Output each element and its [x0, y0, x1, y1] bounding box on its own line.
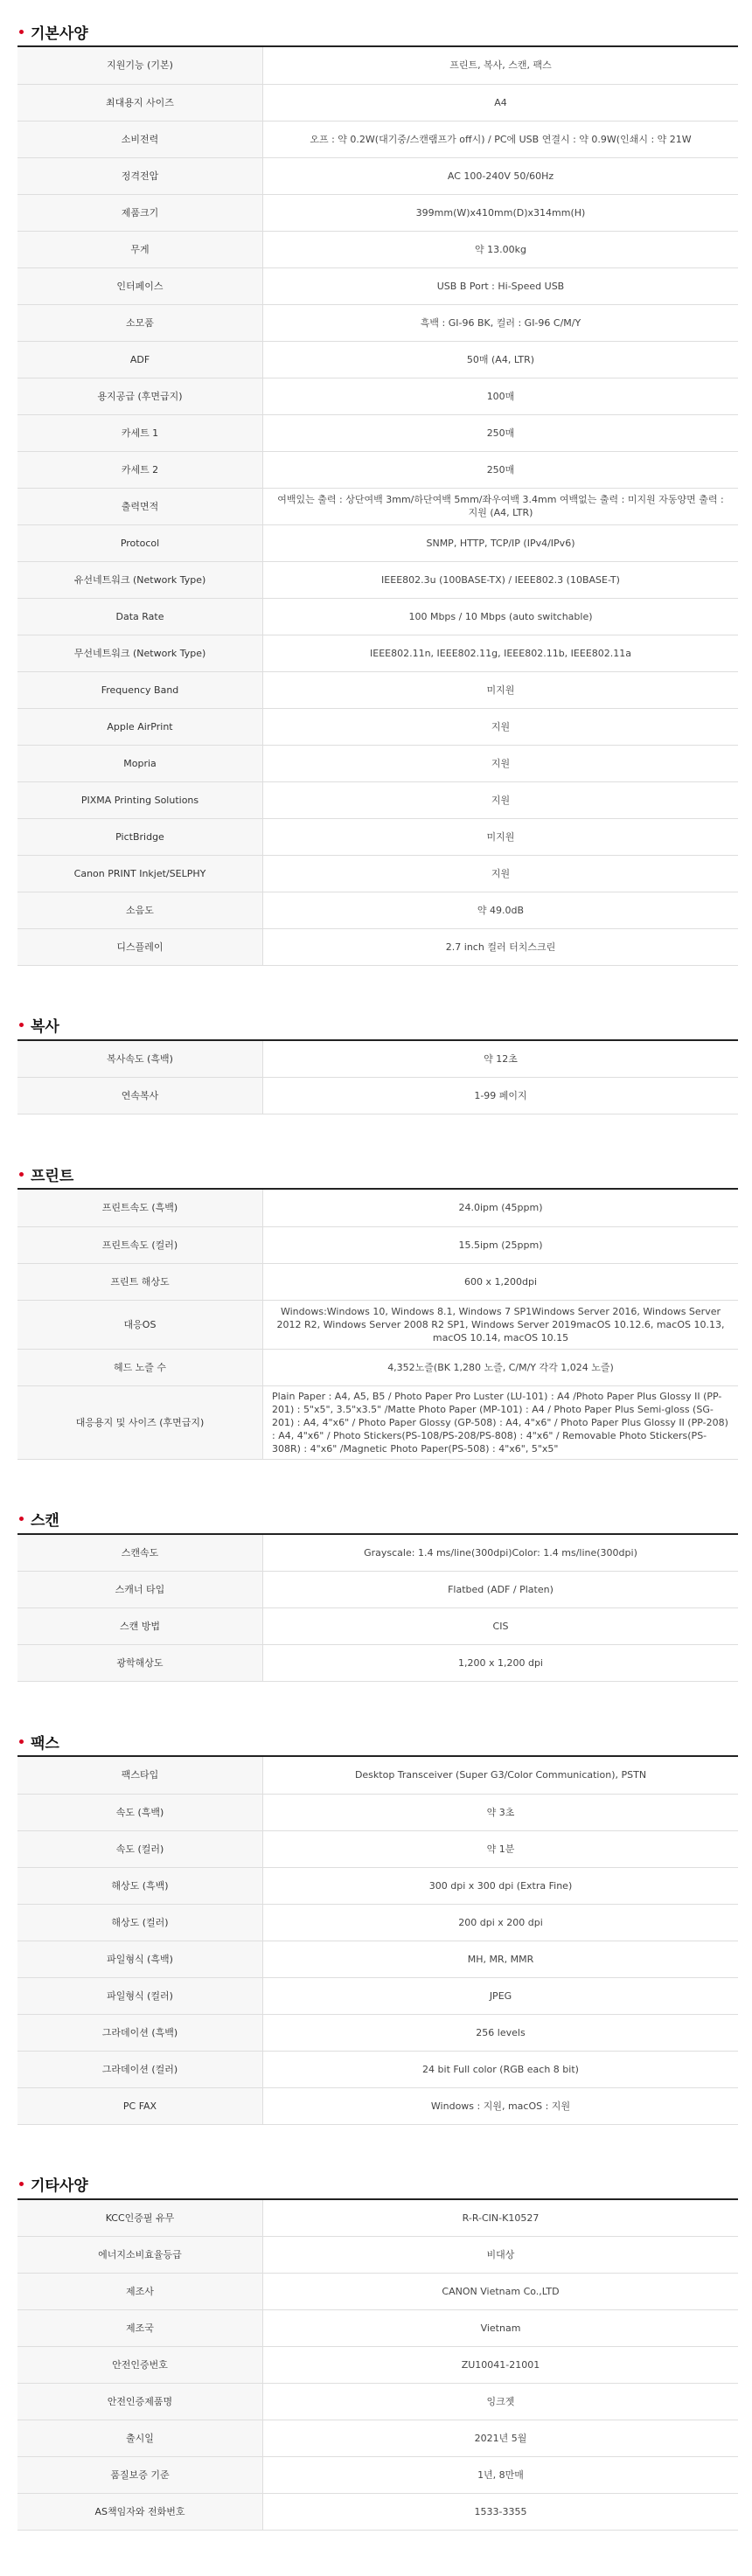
spec-row: [17, 855, 738, 892]
spec-value: 약 13.00kg: [263, 231, 739, 267]
spec-table: [17, 1757, 738, 2125]
section-header: [17, 1160, 738, 1190]
spec-row: [17, 1794, 738, 1830]
spec-label: 그라데이션 (컬러): [17, 2051, 263, 2087]
spec-value: R-R-CIN-K10527: [263, 2200, 739, 2237]
spec-value: 미지원: [263, 671, 739, 708]
spec-label: 소모품: [17, 304, 263, 341]
spec-row: [17, 304, 738, 341]
spec-label: ADF: [17, 341, 263, 378]
spec-label: 그라데이션 (흑백): [17, 2014, 263, 2051]
spec-row: [17, 2274, 738, 2310]
spec-label: 지원기능 (기본): [17, 47, 263, 84]
spec-value: 2.7 inch 컬러 터치스크린: [263, 928, 739, 965]
red-bullet-icon: [19, 2182, 24, 2186]
spec-label: 파일형식 (흑백): [17, 1941, 263, 1977]
spec-row: [17, 635, 738, 671]
spec-label: Apple AirPrint: [17, 708, 263, 745]
spec-table: [17, 1041, 738, 1115]
section-header: [17, 1727, 738, 1757]
spec-label: 유선네트워크 (Network Type): [17, 561, 263, 598]
spec-value: 여백있는 출력 : 상단여백 3mm/하단여백 5mm/좌우여백 3.4mm 여백없는 출력 : 미지원 자동양면 출력 : 지원 (A4, LTR): [263, 488, 739, 524]
spec-row: [17, 2347, 738, 2384]
spec-row: [17, 157, 738, 194]
spec-label: 복사속도 (흑백): [17, 1041, 263, 1078]
section-title: 기본사양: [31, 24, 88, 43]
spec-row: [17, 2494, 738, 2531]
red-bullet-icon: [19, 1172, 24, 1177]
spec-label: 카세트 1: [17, 414, 263, 451]
spec-value: 1533-3355: [263, 2494, 739, 2531]
spec-label: PictBridge: [17, 818, 263, 855]
spec-label: 정격전압: [17, 157, 263, 194]
spec-label: 파일형식 (컬러): [17, 1977, 263, 2014]
spec-row: [17, 1608, 738, 1645]
spec-label: Data Rate: [17, 598, 263, 635]
spec-row: [17, 892, 738, 928]
spec-value: 비대상: [263, 2237, 739, 2274]
spec-value: CANON Vietnam Co.,LTD: [263, 2274, 739, 2310]
spec-label: 최대용지 사이즈: [17, 84, 263, 121]
spec-row: [17, 47, 738, 84]
spec-label: Protocol: [17, 524, 263, 561]
section-header: [17, 1505, 738, 1535]
spec-value: CIS: [263, 1608, 739, 1645]
spec-value: SNMP, HTTP, TCP/IP (IPv4/IPv6): [263, 524, 739, 561]
spec-row: [17, 818, 738, 855]
spec-label: 연속복사: [17, 1078, 263, 1114]
spec-row: [17, 1867, 738, 1904]
spec-value: 24 bit Full color (RGB each 8 bit): [263, 2051, 739, 2087]
spec-value: 약 49.0dB: [263, 892, 739, 928]
spec-row: [17, 2237, 738, 2274]
spec-row: [17, 341, 738, 378]
spec-value: Grayscale: 1.4 ms/line(300dpi)Color: 1.4 ms/line(300dpi): [263, 1535, 739, 1572]
spec-label: 광학해상도: [17, 1645, 263, 1682]
spec-row: [17, 1645, 738, 1682]
spec-section: [17, 1160, 738, 1460]
spec-value: IEEE802.3u (100BASE-TX) / IEEE802.3 (10BASE-T): [263, 561, 739, 598]
spec-label: 무게: [17, 231, 263, 267]
spec-value: 300 dpi x 300 dpi (Extra Fine): [263, 1867, 739, 1904]
spec-row: [17, 1830, 738, 1867]
spec-section: [17, 2170, 738, 2531]
spec-value: 흑백 : GI-96 BK, 컬러 : GI-96 C/M/Y: [263, 304, 739, 341]
spec-value: 약 1분: [263, 1830, 739, 1867]
spec-label: PIXMA Printing Solutions: [17, 781, 263, 818]
spec-label: 해상도 (흑백): [17, 1867, 263, 1904]
spec-value: 지원: [263, 745, 739, 781]
spec-label: 대응용지 및 사이즈 (후면급지): [17, 1385, 263, 1459]
spec-row: [17, 231, 738, 267]
spec-row: [17, 524, 738, 561]
spec-label: KCC인증필 유무: [17, 2200, 263, 2237]
spec-label: 품질보증 기준: [17, 2457, 263, 2494]
section-header: [17, 17, 738, 47]
spec-section: [17, 17, 738, 966]
spec-table: [17, 2200, 738, 2531]
spec-row: [17, 1941, 738, 1977]
section-title: 기타사양: [31, 2177, 88, 2195]
spec-label: 제품크기: [17, 194, 263, 231]
spec-label: AS책임자와 전화번호: [17, 2494, 263, 2531]
spec-row: [17, 745, 738, 781]
spec-value: 프린트, 복사, 스캔, 팩스: [263, 47, 739, 84]
spec-section: [17, 1727, 738, 2125]
spec-row: [17, 2420, 738, 2457]
spec-row: [17, 928, 738, 965]
spec-label: Frequency Band: [17, 671, 263, 708]
spec-label: 안전인증제품명: [17, 2384, 263, 2420]
spec-value: 1-99 페이지: [263, 1078, 739, 1114]
spec-label: 에너지소비효율등급: [17, 2237, 263, 2274]
spec-label: 헤드 노즐 수: [17, 1349, 263, 1385]
spec-row: [17, 2200, 738, 2237]
spec-value: 지원: [263, 855, 739, 892]
spec-value: 미지원: [263, 818, 739, 855]
spec-label: 소비전력: [17, 121, 263, 157]
spec-label: 프린트속도 (컬러): [17, 1226, 263, 1263]
spec-label: 소음도: [17, 892, 263, 928]
spec-value: IEEE802.11n, IEEE802.11g, IEEE802.11b, IEEE802.11a: [263, 635, 739, 671]
section-header: [17, 2170, 738, 2200]
spec-row: [17, 378, 738, 414]
spec-value: 50매 (A4, LTR): [263, 341, 739, 378]
section-title: 프린트: [31, 1167, 74, 1185]
spec-label: 스캐너 타입: [17, 1572, 263, 1608]
spec-value: 256 levels: [263, 2014, 739, 2051]
spec-value: AC 100-240V 50/60Hz: [263, 157, 739, 194]
spec-label: 스캔 방법: [17, 1608, 263, 1645]
spec-row: [17, 1572, 738, 1608]
red-bullet-icon: [19, 1517, 24, 1521]
spec-row: [17, 1757, 738, 1794]
spec-table: [17, 47, 738, 966]
spec-value: Flatbed (ADF / Platen): [263, 1572, 739, 1608]
spec-row: [17, 1385, 738, 1459]
spec-row: [17, 1041, 738, 1078]
spec-label: 프린트속도 (흑백): [17, 1190, 263, 1226]
spec-table: [17, 1190, 738, 1460]
spec-value: 약 12초: [263, 1041, 739, 1078]
spec-value: 1,200 x 1,200 dpi: [263, 1645, 739, 1682]
red-bullet-icon: [19, 1023, 24, 1027]
spec-value: 200 dpi x 200 dpi: [263, 1904, 739, 1941]
spec-value: Vietnam: [263, 2310, 739, 2347]
spec-value: Plain Paper : A4, A5, B5 / Photo Paper Pro Luster (LU-101) : A4 /Photo Paper Plus Glossy II (PP-201) : 5"x5", 3.5"x3.5" /Matte Photo Paper (MP-101) : A4 / Photo Paper Plus Semi-gloss (SG-201) : A4, 4"x6" / Photo Paper Glossy (GP-508) : A4, 4"x6" / Photo Paper Plus Glossy II (PP-208) : A4, 4"x6" / Photo Stickers(PS-108/PS-208/PS-808) : 4"x6" / Removable Photo Stickers(PS-308R) : 4"x6" /Magnetic Photo Paper(PS-508) : 4"x6", 5"x5": [263, 1385, 739, 1459]
spec-row: [17, 451, 738, 488]
spec-row: [17, 1078, 738, 1114]
spec-label: 안전인증번호: [17, 2347, 263, 2384]
spec-label: PC FAX: [17, 2087, 263, 2124]
spec-label: 스캔속도: [17, 1535, 263, 1572]
red-bullet-icon: [19, 30, 24, 34]
spec-row: [17, 1535, 738, 1572]
spec-label: 대응OS: [17, 1300, 263, 1349]
spec-section: [17, 1011, 738, 1115]
spec-label: 인터페이스: [17, 267, 263, 304]
spec-row: [17, 414, 738, 451]
spec-value: MH, MR, MMR: [263, 1941, 739, 1977]
spec-label: 제조사: [17, 2274, 263, 2310]
spec-label: 무선네트워크 (Network Type): [17, 635, 263, 671]
spec-row: [17, 2384, 738, 2420]
red-bullet-icon: [19, 1739, 24, 1744]
spec-value: Windows:Windows 10, Windows 8.1, Windows 7 SP1Windows Server 2016, Windows Server 2012 R2, Windows Server 2008 R2 SP1, Windows Server 2019macOS 10.12.6, macOS 10.13, macOS 10.14, macOS 10.15: [263, 1300, 739, 1349]
section-header: [17, 1011, 738, 1041]
spec-row: [17, 1977, 738, 2014]
spec-row: [17, 194, 738, 231]
spec-value: 지원: [263, 708, 739, 745]
spec-value: A4: [263, 84, 739, 121]
spec-row: [17, 708, 738, 745]
spec-row: [17, 1226, 738, 1263]
spec-row: [17, 121, 738, 157]
spec-value: 2021년 5월: [263, 2420, 739, 2457]
spec-row: [17, 1904, 738, 1941]
spec-value: 100 Mbps / 10 Mbps (auto switchable): [263, 598, 739, 635]
section-title: 스캔: [31, 1512, 59, 1530]
spec-row: [17, 2051, 738, 2087]
spec-label: Canon PRINT Inkjet/SELPHY: [17, 855, 263, 892]
spec-row: [17, 488, 738, 524]
spec-label: 용지공급 (후면급지): [17, 378, 263, 414]
spec-value: 4,352노즐(BK 1,280 노즐, C/M/Y 각각 1,024 노즐): [263, 1349, 739, 1385]
spec-value: 오프 : 약 0.2W(대기중/스캔램프가 off시) / PC에 USB 연결시 : 약 0.9W(인쇄시 : 약 21W: [263, 121, 739, 157]
spec-value: 24.0ipm (45ppm): [263, 1190, 739, 1226]
spec-row: [17, 598, 738, 635]
spec-label: 디스플레이: [17, 928, 263, 965]
spec-row: [17, 671, 738, 708]
spec-row: [17, 84, 738, 121]
spec-row: [17, 2087, 738, 2124]
spec-value: 지원: [263, 781, 739, 818]
spec-value: Windows : 지원, macOS : 지원: [263, 2087, 739, 2124]
spec-row: [17, 1349, 738, 1385]
spec-label: 속도 (흑백): [17, 1794, 263, 1830]
spec-label: 카세트 2: [17, 451, 263, 488]
spec-value: 약 3초: [263, 1794, 739, 1830]
spec-value: 399mm(W)x410mm(D)x314mm(H): [263, 194, 739, 231]
spec-value: 250매: [263, 451, 739, 488]
section-title: 팩스: [31, 1734, 59, 1753]
spec-value: 15.5ipm (25ppm): [263, 1226, 739, 1263]
spec-row: [17, 2310, 738, 2347]
spec-value: 600 x 1,200dpi: [263, 1263, 739, 1300]
spec-row: [17, 2457, 738, 2494]
spec-label: 출시일: [17, 2420, 263, 2457]
section-title: 복사: [31, 1018, 59, 1036]
spec-label: Mopria: [17, 745, 263, 781]
spec-section: [17, 1505, 738, 1683]
spec-value: JPEG: [263, 1977, 739, 2014]
spec-label: 제조국: [17, 2310, 263, 2347]
spec-row: [17, 1300, 738, 1349]
spec-row: [17, 781, 738, 818]
spec-row: [17, 2014, 738, 2051]
spec-value: Desktop Transceiver (Super G3/Color Communication), PSTN: [263, 1757, 739, 1794]
spec-value: ZU10041-21001: [263, 2347, 739, 2384]
spec-value: 250매: [263, 414, 739, 451]
spec-row: [17, 267, 738, 304]
spec-table: [17, 1535, 738, 1683]
spec-value: 100매: [263, 378, 739, 414]
spec-label: 해상도 (컬러): [17, 1904, 263, 1941]
spec-value: 1년, 8만매: [263, 2457, 739, 2494]
spec-row: [17, 1263, 738, 1300]
spec-label: 출력면적: [17, 488, 263, 524]
spec-value: USB B Port : Hi-Speed USB: [263, 267, 739, 304]
spec-label: 팩스타입: [17, 1757, 263, 1794]
spec-row: [17, 561, 738, 598]
spec-value: 잉크젯: [263, 2384, 739, 2420]
spec-label: 프린트 해상도: [17, 1263, 263, 1300]
spec-label: 속도 (컬러): [17, 1830, 263, 1867]
spec-row: [17, 1190, 738, 1226]
